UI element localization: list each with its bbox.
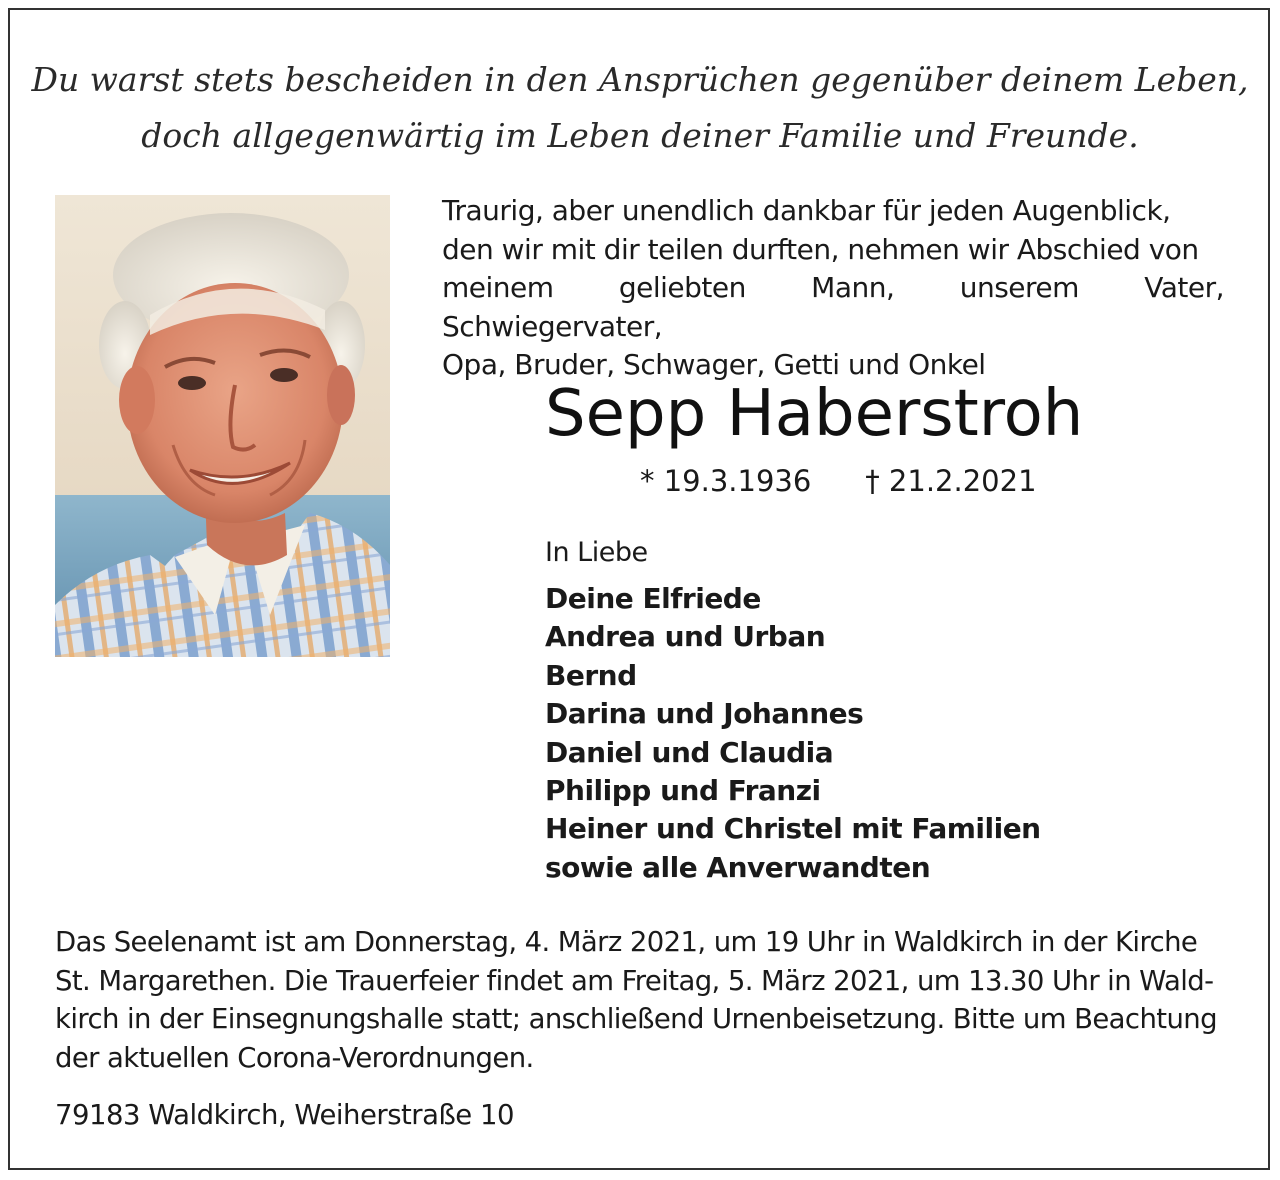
intro-text [442,192,1224,385]
mourner-name: Philipp und Franzi [545,774,821,808]
life-dates [640,461,1240,501]
portrait-photo-image [55,195,390,657]
motto-verse [0,52,1280,164]
service-info [55,923,1225,1077]
mourner-name: Heiner und Christel mit Familien [545,812,1041,846]
motto-line: Du warst stets bescheiden in den Ansprüchen gegenüber deinem Leben, [31,60,1249,99]
mourner-name: sowie alle Anverwandten [545,850,931,884]
service-line: Das Seelenamt ist am Donnerstag, 4. März 2021, um 19 Uhr in Waldkirch in der Kirche [55,926,1198,958]
mourner-name: Deine Elfriede [545,582,761,615]
service-line: kirch in der Einsegnungshalle statt; anschließend Urnenbeisetzung. Bitte um Beachtung [55,1003,1217,1035]
deceased-name: Sepp Haberstroh [545,377,1084,451]
service-line: der aktuellen Corona-Verordnungen. [55,1041,534,1074]
birth-date: * 19.3.1936 [640,464,812,498]
address: 79183 Waldkirch, Weiherstraße 10 [55,1099,514,1131]
mourner-name: Darina und Johannes [545,697,864,731]
in-love-label: In Liebe [545,537,648,568]
motto-line: doch allgegenwärtig im Leben deiner Familie und Freunde. [141,116,1139,155]
intro-line: meinem geliebten Mann, unserem Vater, Schwiegervater, [442,271,1224,343]
mourner-name: Bernd [545,658,637,692]
intro-line: Traurig, aber unendlich dankbar für jeden Augenblick, [442,194,1171,227]
intro-line: den wir mit dir teilen durften, nehmen wir Abschied von [442,232,1199,266]
mourners-list [545,580,1245,887]
mourner-name: Andrea und Urban [545,620,826,654]
mourner-name: Daniel und Claudia [545,735,834,769]
service-line: St. Margarethen. Die Trauerfeier findet am Freitag, 5. März 2021, um 13.30 Uhr in Wald- [55,964,1214,997]
death-date: † 21.2.2021 [865,464,1037,498]
portrait-photo [55,195,390,657]
intro-line: Opa, Bruder, Schwager, Getti und Onkel [442,348,986,381]
